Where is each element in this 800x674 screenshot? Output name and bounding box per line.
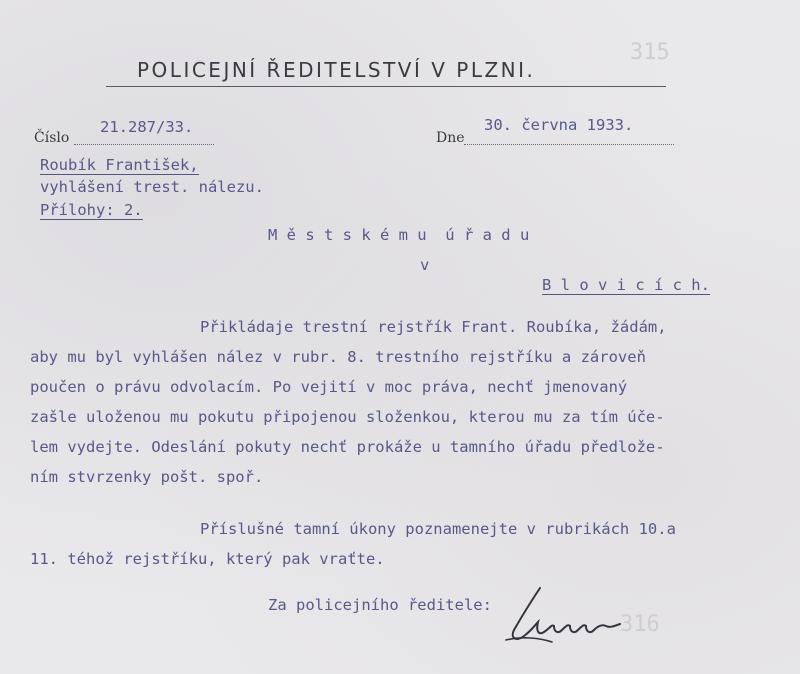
addressee-preposition: v — [420, 256, 430, 274]
subject-matter: vyhlášení trest. nálezu. — [40, 178, 264, 196]
closing-text: Za policejního ředitele: — [268, 596, 492, 614]
date-label: Dne — [436, 130, 465, 146]
bleed-through-mark: 316 — [620, 612, 660, 637]
letterhead-rule — [106, 86, 666, 87]
body-line: Příslušné tamní úkony poznamenejte v rubrikách 10.a — [200, 520, 676, 538]
addressee-place: B l o v i c í c h. — [542, 276, 710, 294]
body-line: aby mu byl vyhlášen nález v rubr. 8. trestního rejstříku a zároveň — [30, 348, 646, 366]
addressee-office: M ě s t s k é m u ú ř a d u — [268, 226, 530, 244]
subject-name: Roubík František, — [40, 156, 199, 174]
body-line: lem vydejte. Odeslání pokuty nechť prokáže u tamního úřadu předlože- — [30, 438, 665, 456]
bleed-through-mark: 315 — [630, 40, 670, 65]
body-line: zašle uloženou mu pokutu připojenou složenkou, kterou mu za tím úče- — [30, 408, 665, 426]
date-value: 30. června 1933. — [484, 116, 634, 134]
body-line: 11. téhož rejstříku, který pak vraťte. — [30, 550, 385, 568]
number-dotted-line — [74, 144, 214, 145]
body-line: poučen o právu odvolacím. Po vejití v moc práva, nechť jmenovaný — [30, 378, 628, 396]
letterhead-title: POLICEJNÍ ŘEDITELSTVÍ V PLZNI. — [137, 58, 536, 82]
number-label: Číslo — [34, 130, 70, 146]
number-value: 21.287/33. — [100, 118, 194, 136]
subject-attachments: Přílohy: 2. — [40, 201, 143, 219]
date-dotted-line — [464, 144, 674, 145]
body-line: ním stvrzenky pošt. spoř. — [30, 468, 264, 486]
handwritten-signature — [492, 580, 632, 660]
body-line: Přikládaje trestní rejstřík Frant. Roubíka, žádám, — [200, 318, 667, 336]
